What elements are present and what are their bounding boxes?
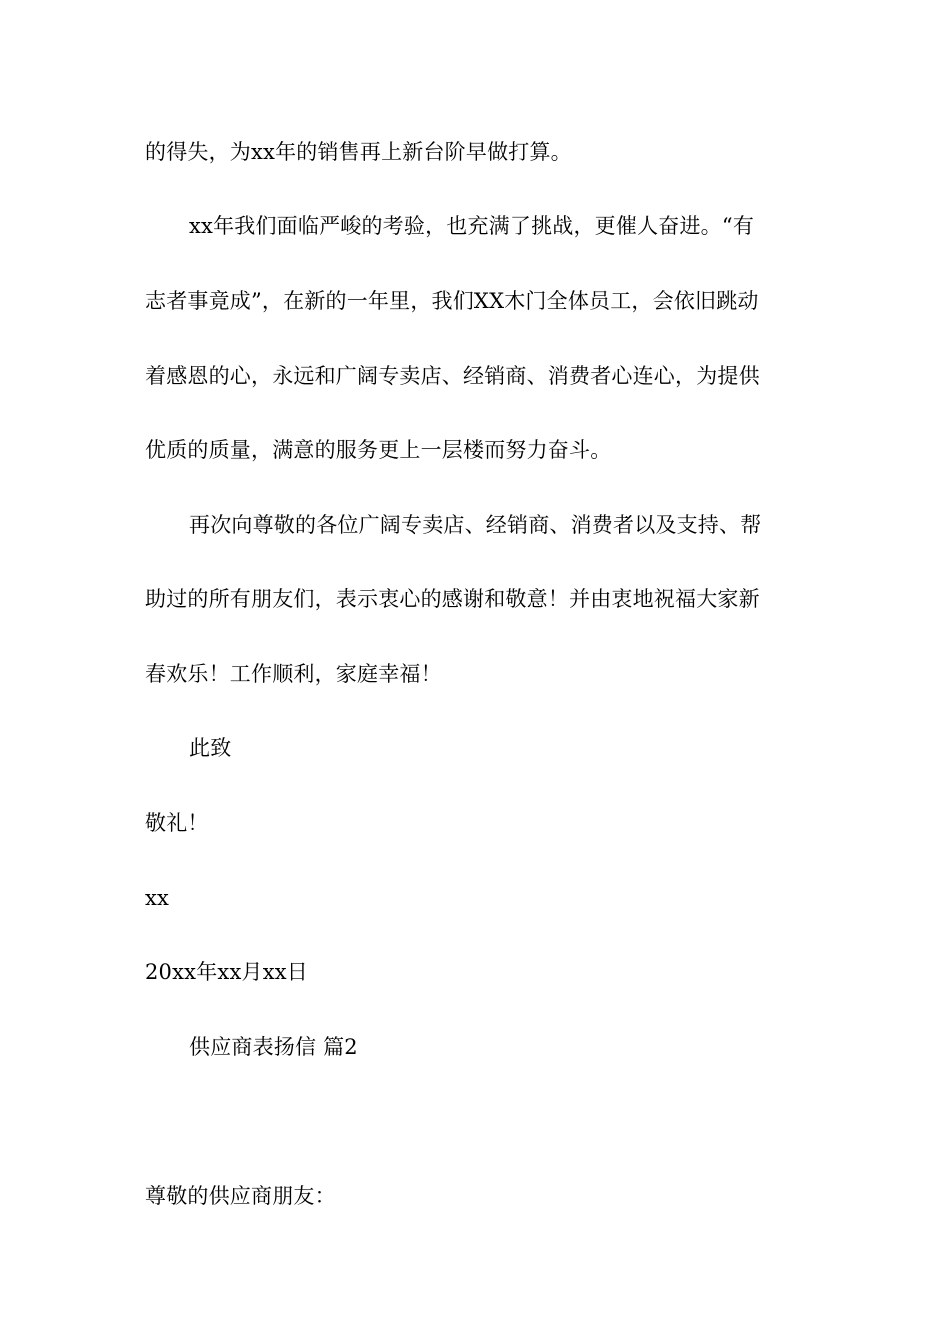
paragraph-line: 优质的质量，满意的服务更上一层楼而努力奋斗。 xyxy=(145,438,612,462)
paragraph-line: 着感恩的心，永远和广阔专卖店、经销商、消费者心连心，为提供 xyxy=(145,364,760,388)
paragraph-line: 志者事竟成”，在新的一年里，我们XX木门全体员工，会依旧跳动 xyxy=(145,289,759,313)
greeting-line: 尊敬的供应商朋友： xyxy=(145,1184,336,1208)
closing-regards: 敬礼！ xyxy=(145,811,209,835)
signature: xx xyxy=(145,886,170,910)
paragraph-line: 春欢乐！工作顺利，家庭幸福！ xyxy=(145,662,442,686)
paragraph-line: xx年我们面临严峻的考验，也充满了挑战，更催人奋进。“有 xyxy=(189,214,755,238)
paragraph-line: 再次向尊敬的各位广阔专卖店、经销商、消费者以及支持、帮 xyxy=(189,513,762,537)
paragraph-line: 助过的所有朋友们，表示衷心的感谢和敬意！并由衷地祝福大家新 xyxy=(145,587,760,611)
paragraph-line: 的得失，为xx年的销售再上新台阶早做打算。 xyxy=(145,140,572,164)
closing-salutation: 此致 xyxy=(189,736,232,760)
section-heading: 供应商表扬信 篇2 xyxy=(189,1035,358,1059)
date-line: 20xx年xx月xx日 xyxy=(145,960,308,984)
